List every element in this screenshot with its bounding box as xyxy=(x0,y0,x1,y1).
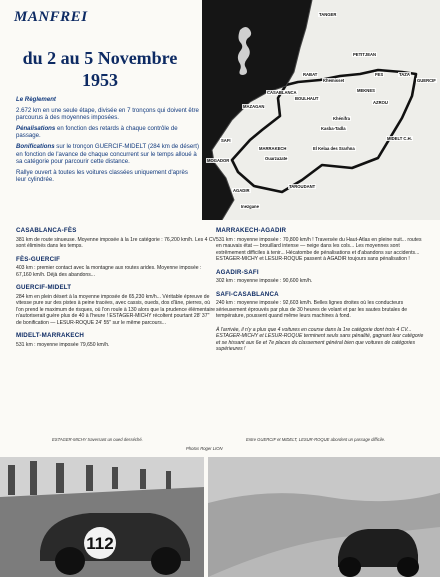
rules-box xyxy=(16,96,199,187)
map-label-agadir: AGADIR xyxy=(233,188,250,193)
photo-left-graphic xyxy=(0,457,204,577)
map-label-khenifra: Khénifra xyxy=(333,116,350,121)
photo-right xyxy=(208,457,440,577)
map-label-petitjean: PETITJEAN xyxy=(353,52,377,57)
map-label-meknes: MEKNES xyxy=(357,88,375,93)
section-title: CASABLANCA-FÈS xyxy=(16,227,77,234)
bonif-text: sur le tronçon GUERCIF-MIDELT (284 km de désert) en fonction de l'avance de chaque concurrent sur le temps alloué à sa catégorie pour parcourir cette distance. xyxy=(16,142,199,166)
section-text: 531 km : moyenne imposée : 70,800 km/h ! Traversée du Haut-Atlas en pleine nuit... routes en mauvais état — brouillard intense — neige dans les cols... Les moyennes sont extrêmement difficiles à tenir... Hécatombe de pénalisations et d'abandons sur accidents... ESTAGER-MICHY et LESUR-ROQUE passent à AGADIR toujours sans pénalisation ! xyxy=(216,236,422,262)
map-label-kasba: Kasba-Tadla xyxy=(321,126,346,131)
title-year: 1953 xyxy=(82,70,118,90)
map-label-casablanca: CASABLANCA xyxy=(267,90,297,95)
title-dates: du 2 au 5 Novembre xyxy=(22,48,178,68)
map-label-guercif: GUERCIF xyxy=(417,78,436,83)
map-label-ouarzazate: Ouarzazate xyxy=(265,156,288,161)
brand-logo: MANFREI xyxy=(14,9,88,25)
left-column xyxy=(16,228,216,355)
section-title: SAFI-CASABLANCA xyxy=(216,290,279,298)
photo-left xyxy=(0,457,204,577)
map-label-inezgane: Inezgane xyxy=(241,204,259,209)
rules-title: Le Règlement xyxy=(16,96,56,103)
map-label-rabat: RABAT xyxy=(303,72,318,77)
section-text: 381 km de route sinueuse. Moyenne imposée à la 1re catégorie : 76,200 km/h. Les 4 CV sont éliminés dans les temps. xyxy=(16,236,216,249)
map-label-midelt: MIDELT C.H. xyxy=(387,136,412,141)
section-title: MARRAKECH-AGADIR xyxy=(216,227,287,234)
bonif-heading: Bonifications xyxy=(16,142,55,150)
map-label-mogador: MOGADOR xyxy=(207,158,230,163)
photo-credit: Photos Roger LION xyxy=(186,446,223,451)
map-label-khemisset: Khemisset xyxy=(323,78,345,83)
section-text: 240 km : moyenne imposée : 92,603 km/h. Belles lignes droites où les conducteurs sérieusement éprouvés par plus de 30 heures de volant et par les sautes brutales de température, poussent quand même leurs machines à fond. xyxy=(216,300,408,319)
penal-text: en fonction des retards à chaque contrôle de passage. xyxy=(16,124,178,140)
section-text: 403 km : premier contact avec la montagne aux routes arides. Moyenne imposée : 67,160 km/h. Déjà des abandons... xyxy=(16,265,202,278)
section-title: FÈS-GUERCIF xyxy=(16,255,61,263)
final-paragraph: À l'arrivée, il n'y a plus que 4 voitures en course dans la 1re catégorie dont trois 4 CV... ESTAGER-MICHY et LESUR-ROQUE terminent seuls sans pénalité, gagnant leur catégorie et se hissant aux 6e et 7e places du classement général bien que voitures de catégories supérieures ! xyxy=(216,326,424,352)
photo-right-graphic xyxy=(208,457,440,577)
seahorse-icon xyxy=(238,27,251,75)
right-column xyxy=(216,228,426,360)
map-label-safi: SAFI xyxy=(221,138,231,143)
map-label-tanger: TANGER xyxy=(319,12,337,17)
rules-penalisations xyxy=(16,125,199,140)
rules-intro: 2.672 km en une seule étape, divisée en 7 tronçons qui doivent être parcourus à des moyennes imposées. xyxy=(16,106,199,122)
section-text: 284 km en plein désert à la moyenne imposée de 65,230 km/h... Véritable épreuve de vitesse pure sur des pistes à peine tracées, avec cassis, oueds, dos d'âne, pierres, où l'on prend le maximum de risques, où l'on roule à 130 alors que la prudence élémentaire n'autoriserait guère plus de 40 à l'heure ! ESTAGER-MICHY récoltent pourtant 28' 37" de bonification — LESUR-ROQUE 24' 55" sur le même parcours... xyxy=(16,293,216,326)
map-label-elkelaa: El Kelaa des Srarhna xyxy=(313,146,355,151)
route-map xyxy=(202,0,440,220)
section-safi-casablanca xyxy=(216,292,426,320)
penal-heading: Pénalisations xyxy=(16,124,56,132)
section-agadir-safi xyxy=(216,270,426,285)
map-graphic xyxy=(202,0,440,220)
section-title: AGADIR-SAFI xyxy=(216,268,259,276)
caption-left: ESTAGER-MICHY traversant un oued desséché. xyxy=(52,437,143,442)
section-midelt-marrakech xyxy=(16,333,216,348)
car-number: 112 xyxy=(86,534,114,553)
section-title: GUERCIF-MIDELT xyxy=(16,284,72,291)
map-label-azrou: AZROU xyxy=(373,100,388,105)
section-title: MIDELT-MARRAKECH xyxy=(16,332,85,339)
map-label-boulhaut: BOULHAUT xyxy=(295,96,319,101)
map-label-marrakech: MARRAKECH xyxy=(259,146,287,151)
map-label-taza: TAZA xyxy=(399,72,410,77)
caption-right: Entre GUERCIF et MIDELT, LESUR-ROQUE abordent un passage difficile. xyxy=(246,437,386,442)
section-text: 302 km : moyenne imposée : 90,600 km/h. xyxy=(216,278,313,284)
rules-open: Rallye ouvert à toutes les voitures classées uniquement d'après leur cylindrée. xyxy=(16,168,188,184)
map-label-mazagan: MAZAGAN xyxy=(243,104,265,109)
section-text: 531 km : moyenne imposée 79,650 km/h. xyxy=(16,341,110,348)
section-casa-fes xyxy=(16,228,216,250)
section-guercif-midelt xyxy=(16,285,216,326)
section-fes-guercif xyxy=(16,257,216,279)
section-marrakech-agadir xyxy=(216,228,426,263)
map-label-fes: FES xyxy=(375,72,384,77)
rules-bonifications xyxy=(16,143,199,166)
map-label-taroudant: TAROUDANT xyxy=(289,184,316,189)
